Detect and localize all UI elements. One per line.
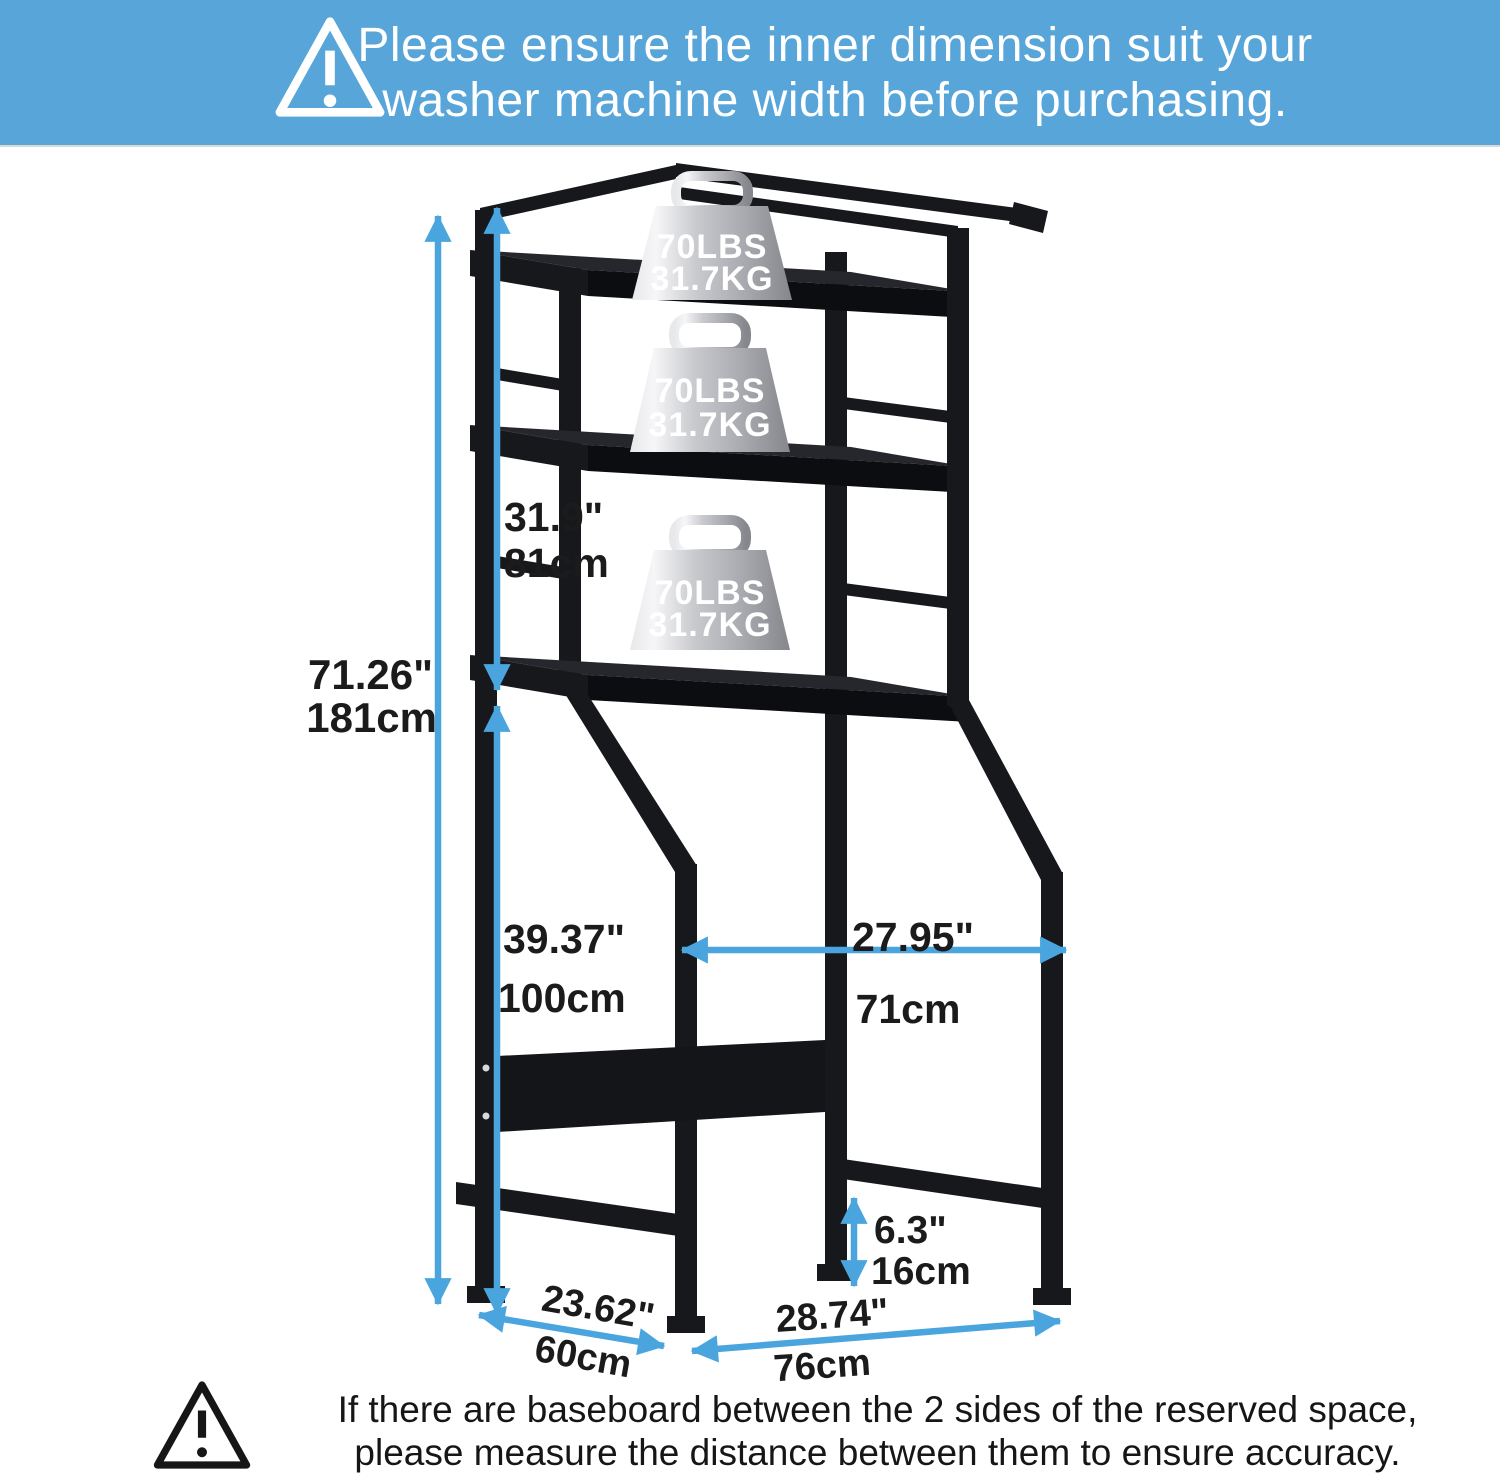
inner-width-cm: 71cm [855, 986, 961, 1032]
weight-lbs-label: 70LBS [654, 372, 766, 410]
total-height-inch: 71.26" [307, 651, 433, 698]
rear-panel [497, 1040, 825, 1132]
clearance-height-inch: 39.37" [503, 916, 626, 962]
front-left-slant-leg [559, 684, 697, 872]
banner-line-2: washer machine width before purchasing. [382, 74, 1288, 127]
rack-illustration [456, 163, 1071, 1333]
banner-text [340, 18, 1330, 128]
footnote [265, 1388, 1490, 1474]
shelf-bottom [470, 655, 969, 722]
banner-line-1: Please ensure the inner dimension suit your [357, 19, 1313, 72]
warning-banner [0, 0, 1500, 147]
top-left-rail [480, 165, 676, 222]
depth-cm: 60cm [531, 1328, 635, 1387]
weight-middle-shelf [630, 318, 790, 452]
upper-height-cm: 81cm [504, 540, 609, 586]
leg-height-inch: 6.3" [874, 1209, 947, 1252]
right-low-crossbar [836, 1158, 1056, 1210]
clearance-height-cm: 100cm [498, 975, 626, 1021]
upper-height-inch: 31.9" [504, 494, 604, 540]
mid-left-post [559, 268, 581, 692]
weight-kg-label: 31.7KG [650, 260, 774, 298]
leg-height-cm: 16cm [871, 1250, 971, 1293]
weight-lbs-label: 70LBS [654, 574, 766, 612]
towel-bar-end-cap [1009, 202, 1048, 233]
footnote-line-1: If there are baseboard between the 2 sides of the reserved space, [337, 1389, 1418, 1430]
outer-width-cm: 76cm [772, 1341, 873, 1391]
weight-bottom-shelf [630, 520, 790, 650]
depth-inch: 23.62" [538, 1277, 658, 1339]
weight-lbs-label: 70LBS [656, 228, 768, 266]
left-leg [475, 210, 497, 1286]
total-height-cm: 181cm [306, 694, 437, 741]
front-right-post [947, 228, 969, 706]
footnote-line-2: please measure the distance between them to ensure accuracy. [354, 1432, 1401, 1473]
inner-width-inch: 27.95" [851, 914, 975, 960]
front-right-slant-leg [947, 700, 1063, 880]
weight-kg-label: 31.7KG [648, 406, 772, 444]
weight-kg-label: 31.7KG [648, 606, 772, 644]
warning-triangle-outline-icon [152, 1379, 252, 1471]
outer-width-inch: 28.74" [774, 1291, 891, 1341]
